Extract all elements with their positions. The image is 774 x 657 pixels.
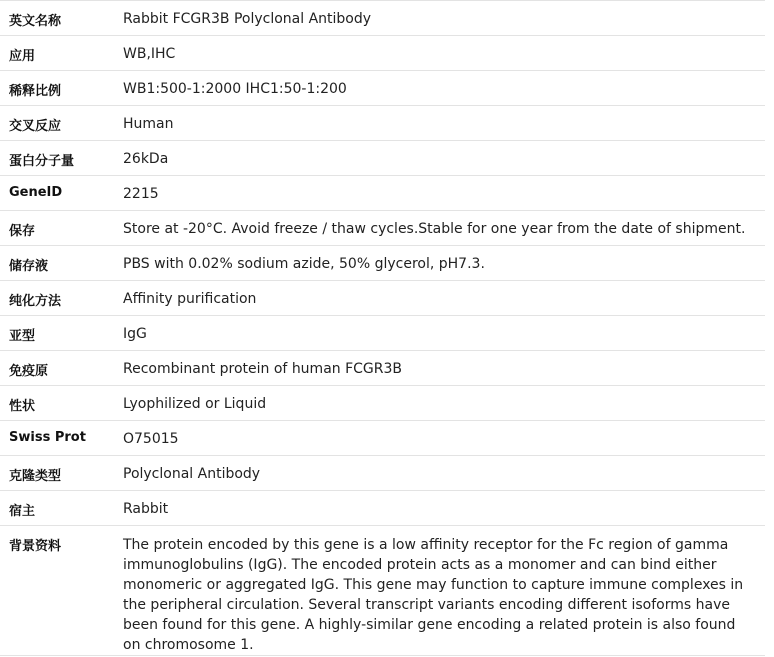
spec-label: 亚型 xyxy=(0,316,115,351)
spec-value: Affinity purification xyxy=(115,281,765,316)
spec-row-swiss-prot xyxy=(0,421,765,456)
spec-value: Polyclonal Antibody xyxy=(115,456,765,491)
spec-value: IgG xyxy=(115,316,765,351)
spec-row-immunogen xyxy=(0,351,765,386)
spec-value: 26kDa xyxy=(115,141,765,176)
spec-row-clonality xyxy=(0,456,765,491)
spec-label: 保存 xyxy=(0,211,115,246)
spec-label: 背景资料 xyxy=(0,526,115,656)
spec-row-form xyxy=(0,386,765,421)
spec-row-isotype xyxy=(0,316,765,351)
spec-row-molecular-weight xyxy=(0,141,765,176)
spec-value: O75015 xyxy=(115,421,765,456)
spec-label: 蛋白分子量 xyxy=(0,141,115,176)
spec-label: 稀释比例 xyxy=(0,71,115,106)
spec-row-host xyxy=(0,491,765,526)
spec-value: Lyophilized or Liquid xyxy=(115,386,765,421)
spec-label: 交叉反应 xyxy=(0,106,115,141)
spec-value: WB,IHC xyxy=(115,36,765,71)
spec-label: 性状 xyxy=(0,386,115,421)
spec-row-background xyxy=(0,526,765,656)
spec-row-storage xyxy=(0,211,765,246)
spec-value: The protein encoded by this gene is a low affinity receptor for the Fc region of gamma immunoglobulins (IgG). The encoded protein acts as a monomer and can bind either monomeric or aggregated IgG. This gene may function to capture immune complexes in the peripheral circulation. Several transcript variants encoding different isoforms have been found for this gene. A highly-similar gene encoding a related protein is also found on chromosome 1. xyxy=(115,526,765,656)
spec-row-english-name xyxy=(0,1,765,36)
spec-value: WB1:500-1:2000 IHC1:50-1:200 xyxy=(115,71,765,106)
spec-value: PBS with 0.02% sodium azide, 50% glycerol, pH7.3. xyxy=(115,246,765,281)
spec-label: Swiss Prot xyxy=(0,421,115,456)
spec-value: Rabbit xyxy=(115,491,765,526)
spec-label: 宿主 xyxy=(0,491,115,526)
spec-row-application xyxy=(0,36,765,71)
spec-row-buffer xyxy=(0,246,765,281)
spec-label: 克隆类型 xyxy=(0,456,115,491)
spec-value: Store at -20°C. Avoid freeze / thaw cycles.Stable for one year from the date of shipment. xyxy=(115,211,765,246)
spec-row-dilution xyxy=(0,71,765,106)
spec-label: GeneID xyxy=(0,176,115,211)
spec-value: Recombinant protein of human FCGR3B xyxy=(115,351,765,386)
spec-label: 储存液 xyxy=(0,246,115,281)
spec-value: Human xyxy=(115,106,765,141)
spec-label: 免疫原 xyxy=(0,351,115,386)
spec-value: 2215 xyxy=(115,176,765,211)
spec-row-purification xyxy=(0,281,765,316)
spec-row-reactivity xyxy=(0,106,765,141)
spec-value: Rabbit FCGR3B Polyclonal Antibody xyxy=(115,1,765,36)
spec-label: 应用 xyxy=(0,36,115,71)
spec-label: 英文名称 xyxy=(0,1,115,36)
spec-label: 纯化方法 xyxy=(0,281,115,316)
spec-row-gene-id xyxy=(0,176,765,211)
